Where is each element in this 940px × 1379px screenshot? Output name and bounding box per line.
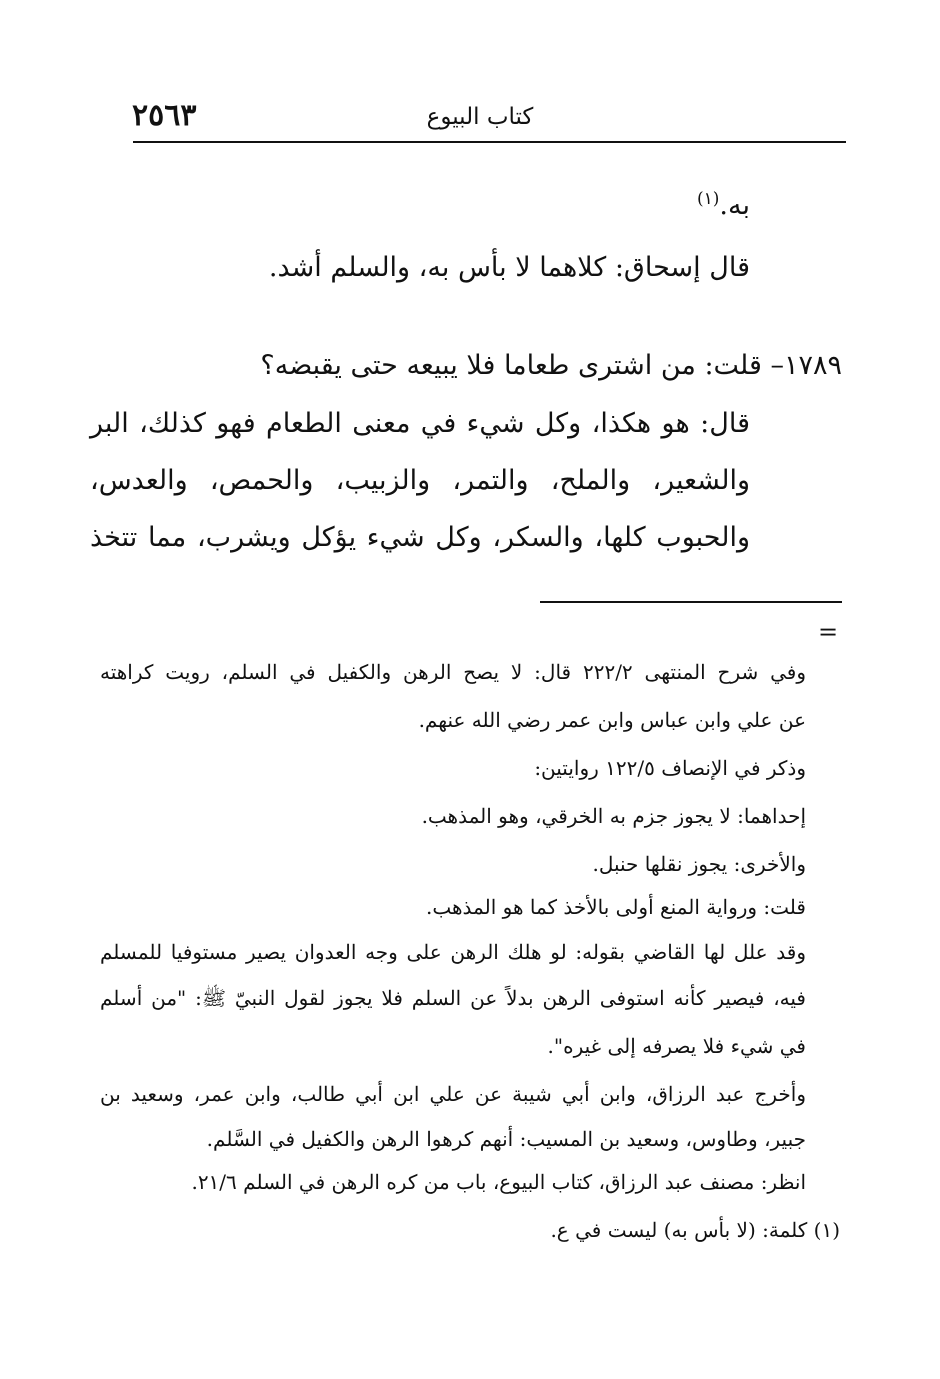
footnote-line-5: والأخرى: يجوز نقلها حنبل.	[592, 852, 806, 876]
footnote-line-10: وأخرج عبد الرزاق، وابن أبي شيبة عن علي ابن أبي طالب، وابن عمر، وسعيد بن	[100, 1082, 806, 1106]
page-number: ٢٥٦٣	[132, 98, 197, 133]
main-line-4: قال: هو هكذا، وكل شيء في معنى الطعام فهو كذلك، البر	[90, 408, 750, 439]
footnote-line-7: وقد علل لها القاضي بقوله: لو هلك الرهن على وجه العدوان يصير مستوفيا للمسلم	[100, 940, 806, 964]
continuation-mark: =	[818, 618, 839, 646]
footnote-line-12: انظر: مصنف عبد الرزاق، كتاب البيوع، باب من كره الرهن في السلم ٢١/٦.	[191, 1170, 806, 1194]
footnote-line-1: وفي شرح المنتهى ٢٢٢/٢ قال: لا يصح الرهن والكفيل في السلم، رويت كراهته	[100, 660, 806, 684]
main-line-1	[697, 180, 750, 232]
footnote-ref: (١)	[697, 189, 720, 209]
main-line-3: ١٧٨٩– قلت: من اشترى طعاما فلا يبيعه حتى يقبضه؟	[260, 350, 842, 381]
running-title: كتاب البيوع	[426, 104, 534, 130]
footnote-line-2: عن علي وابن عباس وابن عمر رضي الله عنهم.	[418, 708, 806, 732]
main-line-5: والشعير، والملح، والتمر، والزبيب، والحمص، والعدس،	[90, 465, 750, 496]
footnote-line-6: قلت: ورواية المنع أولى بالأخذ كما هو المذهب.	[426, 895, 806, 919]
footnote-line-4: إحداهما: لا يجوز جزم به الخرقي، وهو المذهب.	[421, 804, 806, 828]
main-line-2: قال إسحاق: كلاهما لا بأس به، والسلم أشد.	[268, 252, 750, 283]
main-line-6: والحبوب كلها، والسكر، وكل شيء يؤكل ويشرب، مما تتخذ	[90, 522, 750, 553]
header-rule	[133, 141, 846, 143]
footnote-line-3: وذكر في الإنصاف ١٢٢/٥ روايتين:	[534, 756, 806, 780]
footnote-line-13: (١) كلمة: (لا بأس به) ليست في ع.	[550, 1218, 840, 1242]
footnote-line-8: فيه، فيصير كأنه استوفى الرهن بدلاً عن السلم فلا يجوز لقول النبيّ ﷺ: "من أسلم	[100, 986, 806, 1010]
footnote-line-9: في شيء فلا يصرفه إلى غيره".	[547, 1034, 806, 1058]
footnote-line-11: جبير، وطاوس، وسعيد بن المسيب: أنهم كرهوا الرهن والكفيل في السَّلم.	[206, 1127, 806, 1151]
main-line-1-text: به.	[719, 190, 750, 221]
footnote-rule	[540, 601, 842, 603]
